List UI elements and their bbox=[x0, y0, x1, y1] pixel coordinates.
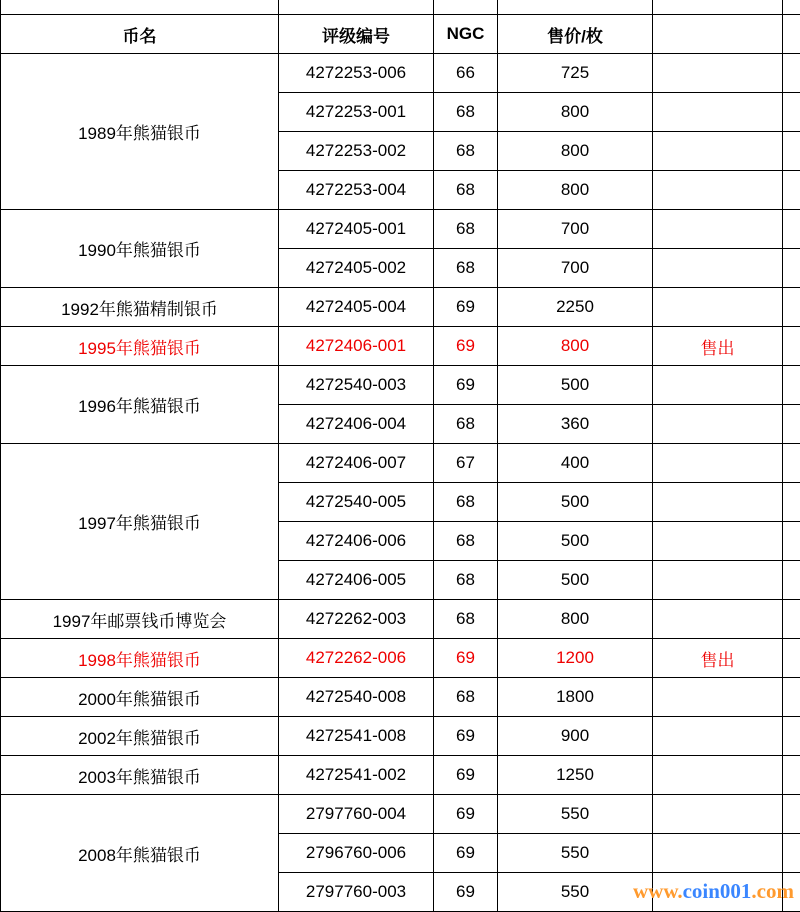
watermark-part-2: coin001 bbox=[683, 879, 752, 903]
cell-price: 400 bbox=[498, 444, 653, 483]
cell-price: 500 bbox=[498, 522, 653, 561]
cell-cert-number: 4272540-008 bbox=[279, 678, 434, 717]
cell-price: 800 bbox=[498, 600, 653, 639]
cell-price: 550 bbox=[498, 834, 653, 873]
cell-ngc-grade: 66 bbox=[434, 54, 498, 93]
row-tail bbox=[783, 639, 800, 678]
row-tail bbox=[783, 873, 800, 912]
cell-ngc-grade: 67 bbox=[434, 444, 498, 483]
row-tail bbox=[783, 444, 800, 483]
cell-price: 500 bbox=[498, 483, 653, 522]
cell-cert-number: 2796760-006 bbox=[279, 834, 434, 873]
cell-ngc-grade: 69 bbox=[434, 717, 498, 756]
row-tail bbox=[783, 249, 800, 288]
clipped-cell-tail bbox=[783, 0, 800, 15]
cell-coin-name: 1998年熊猫银币 bbox=[1, 639, 279, 678]
clipped-cell-status bbox=[653, 0, 783, 15]
cell-ngc-grade: 68 bbox=[434, 249, 498, 288]
cell-status bbox=[653, 873, 783, 912]
cell-ngc-grade: 69 bbox=[434, 327, 498, 366]
cell-status bbox=[653, 288, 783, 327]
cell-price: 800 bbox=[498, 93, 653, 132]
cell-cert-number: 4272253-001 bbox=[279, 93, 434, 132]
table-row bbox=[1, 288, 800, 327]
cell-status bbox=[653, 93, 783, 132]
cell-coin-name: 1997年熊猫银币 bbox=[1, 444, 279, 600]
column-header-status bbox=[653, 15, 783, 54]
table-row bbox=[1, 756, 800, 795]
cell-status bbox=[653, 171, 783, 210]
cell-price: 500 bbox=[498, 366, 653, 405]
cell-price: 1800 bbox=[498, 678, 653, 717]
cell-cert-number: 2797760-003 bbox=[279, 873, 434, 912]
cell-ngc-grade: 68 bbox=[434, 405, 498, 444]
cell-status bbox=[653, 366, 783, 405]
cell-status: 售出 bbox=[653, 327, 783, 366]
table-row bbox=[1, 54, 800, 93]
table-row bbox=[1, 639, 800, 678]
cell-price: 800 bbox=[498, 327, 653, 366]
cell-coin-name: 1995年熊猫银币 bbox=[1, 327, 279, 366]
cell-coin-name: 1996年熊猫银币 bbox=[1, 366, 279, 444]
cell-price: 360 bbox=[498, 405, 653, 444]
cell-ngc-grade: 69 bbox=[434, 756, 498, 795]
clipped-cell-ngc bbox=[434, 0, 498, 15]
table-row bbox=[1, 366, 800, 405]
cell-cert-number: 4272253-002 bbox=[279, 132, 434, 171]
cell-cert-number: 4272406-004 bbox=[279, 405, 434, 444]
cell-status bbox=[653, 834, 783, 873]
cell-cert-number: 4272262-006 bbox=[279, 639, 434, 678]
clipped-top-row bbox=[1, 0, 800, 15]
cell-cert-number: 4272406-001 bbox=[279, 327, 434, 366]
row-tail bbox=[783, 795, 800, 834]
row-tail bbox=[783, 132, 800, 171]
row-tail bbox=[783, 93, 800, 132]
cell-status bbox=[653, 444, 783, 483]
cell-price: 550 bbox=[498, 873, 653, 912]
cell-price: 800 bbox=[498, 132, 653, 171]
cell-ngc-grade: 69 bbox=[434, 795, 498, 834]
cell-status bbox=[653, 249, 783, 288]
cell-status bbox=[653, 405, 783, 444]
row-tail bbox=[783, 834, 800, 873]
watermark-part-1: www. bbox=[633, 879, 683, 903]
cell-ngc-grade: 68 bbox=[434, 132, 498, 171]
row-tail bbox=[783, 327, 800, 366]
table-row bbox=[1, 795, 800, 834]
clipped-cell-price bbox=[498, 0, 653, 15]
cell-price: 700 bbox=[498, 210, 653, 249]
row-tail bbox=[783, 54, 800, 93]
cell-cert-number: 4272405-001 bbox=[279, 210, 434, 249]
cell-status bbox=[653, 132, 783, 171]
cell-cert-number: 4272406-006 bbox=[279, 522, 434, 561]
row-tail bbox=[783, 405, 800, 444]
table-header-row bbox=[1, 15, 800, 54]
cell-ngc-grade: 68 bbox=[434, 210, 498, 249]
cell-ngc-grade: 68 bbox=[434, 522, 498, 561]
cell-status: 售出 bbox=[653, 639, 783, 678]
clipped-cell-name bbox=[1, 0, 279, 15]
cell-ngc-grade: 69 bbox=[434, 639, 498, 678]
clipped-cell-cert bbox=[279, 0, 434, 15]
cell-cert-number: 4272540-003 bbox=[279, 366, 434, 405]
column-header-cert: 评级编号 bbox=[279, 15, 434, 54]
row-tail bbox=[783, 210, 800, 249]
cell-cert-number: 4272406-007 bbox=[279, 444, 434, 483]
cell-coin-name: 2000年熊猫银币 bbox=[1, 678, 279, 717]
table-row bbox=[1, 600, 800, 639]
column-header-ngc: NGC bbox=[434, 15, 498, 54]
cell-status bbox=[653, 561, 783, 600]
cell-price: 500 bbox=[498, 561, 653, 600]
row-tail bbox=[783, 717, 800, 756]
row-tail bbox=[783, 756, 800, 795]
cell-price: 1200 bbox=[498, 639, 653, 678]
cell-cert-number: 4272262-003 bbox=[279, 600, 434, 639]
cell-ngc-grade: 68 bbox=[434, 561, 498, 600]
cell-price: 550 bbox=[498, 795, 653, 834]
cell-ngc-grade: 68 bbox=[434, 678, 498, 717]
cell-coin-name: 1990年熊猫银币 bbox=[1, 210, 279, 288]
table-row bbox=[1, 210, 800, 249]
cell-price: 800 bbox=[498, 171, 653, 210]
cell-ngc-grade: 69 bbox=[434, 873, 498, 912]
cell-status bbox=[653, 600, 783, 639]
cell-ngc-grade: 69 bbox=[434, 366, 498, 405]
cell-coin-name: 2002年熊猫银币 bbox=[1, 717, 279, 756]
row-tail bbox=[783, 561, 800, 600]
cell-status bbox=[653, 756, 783, 795]
cell-status bbox=[653, 483, 783, 522]
cell-status bbox=[653, 210, 783, 249]
cell-cert-number: 4272253-004 bbox=[279, 171, 434, 210]
cell-status bbox=[653, 522, 783, 561]
row-tail bbox=[783, 366, 800, 405]
cell-ngc-grade: 68 bbox=[434, 600, 498, 639]
cell-cert-number: 4272253-006 bbox=[279, 54, 434, 93]
column-header-name: 币名 bbox=[1, 15, 279, 54]
cell-status bbox=[653, 795, 783, 834]
row-tail bbox=[783, 171, 800, 210]
cell-coin-name: 2008年熊猫银币 bbox=[1, 795, 279, 912]
cell-status bbox=[653, 717, 783, 756]
row-tail bbox=[783, 678, 800, 717]
column-header-price: 售价/枚 bbox=[498, 15, 653, 54]
cell-cert-number: 4272406-005 bbox=[279, 561, 434, 600]
table-row bbox=[1, 717, 800, 756]
cell-ngc-grade: 69 bbox=[434, 288, 498, 327]
cell-ngc-grade: 68 bbox=[434, 171, 498, 210]
cell-ngc-grade: 68 bbox=[434, 93, 498, 132]
table-row bbox=[1, 327, 800, 366]
cell-cert-number: 4272405-002 bbox=[279, 249, 434, 288]
cell-ngc-grade: 68 bbox=[434, 483, 498, 522]
cell-status bbox=[653, 678, 783, 717]
row-tail bbox=[783, 522, 800, 561]
cell-coin-name: 1992年熊猫精制银币 bbox=[1, 288, 279, 327]
cell-ngc-grade: 69 bbox=[434, 834, 498, 873]
cell-price: 1250 bbox=[498, 756, 653, 795]
cell-coin-name: 1989年熊猫银币 bbox=[1, 54, 279, 210]
cell-coin-name: 1997年邮票钱币博览会 bbox=[1, 600, 279, 639]
table-body bbox=[1, 0, 800, 912]
cell-cert-number: 4272405-004 bbox=[279, 288, 434, 327]
cell-status bbox=[653, 54, 783, 93]
watermark-part-3: .com bbox=[751, 879, 794, 903]
row-tail bbox=[783, 483, 800, 522]
cell-cert-number: 4272541-002 bbox=[279, 756, 434, 795]
row-tail bbox=[783, 15, 800, 54]
cell-coin-name: 2003年熊猫银币 bbox=[1, 756, 279, 795]
cell-cert-number: 2797760-004 bbox=[279, 795, 434, 834]
cell-cert-number: 4272540-005 bbox=[279, 483, 434, 522]
cell-price: 725 bbox=[498, 54, 653, 93]
cell-cert-number: 4272541-008 bbox=[279, 717, 434, 756]
cell-price: 900 bbox=[498, 717, 653, 756]
cell-price: 2250 bbox=[498, 288, 653, 327]
table-row bbox=[1, 444, 800, 483]
row-tail bbox=[783, 600, 800, 639]
table-row bbox=[1, 678, 800, 717]
row-tail bbox=[783, 288, 800, 327]
cell-price: 700 bbox=[498, 249, 653, 288]
